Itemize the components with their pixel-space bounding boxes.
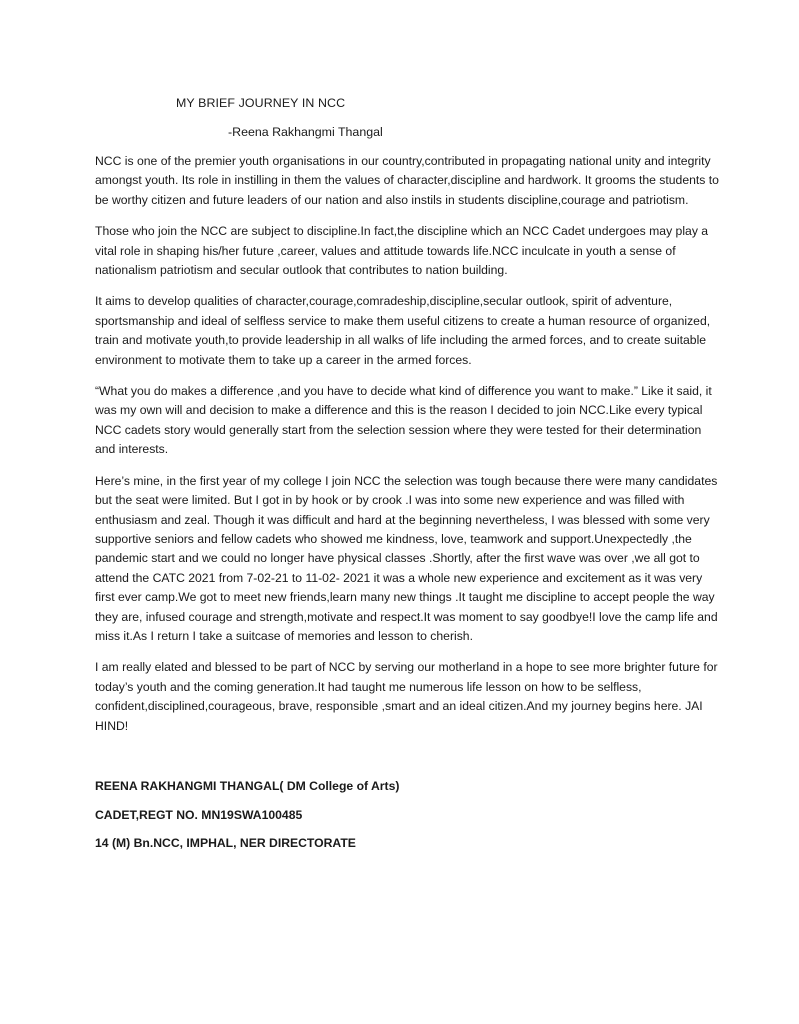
paragraph-6: I am really elated and blessed to be part of NCC by serving our motherland in a hope to see more brighter future for today’s youth and the coming generation.It had taught me numerous life lesson on how to be selfless, confident,disciplined,courageous, brave, responsible ,smart and an ideal citizen.And my journey begins here. JAI HIND! — [95, 660, 718, 733]
paragraph-4: “What you do makes a difference ,and you have to decide what kind of difference you want to make.” Like it said, it was my own will and decision to make a difference and this is the reason I decided to join NCC.Like every typical NCC cadets story would generally start from the selection session where they were tested for their determination and interests. — [95, 384, 712, 457]
paragraph-1: NCC is one of the premier youth organisations in our country,contributed in propagating national unity and integrity amongst youth. Its role in instilling in them the values of character,discipline and hardwork. It grooms the students to be worthy citizen and future leaders of our nation and also instils in students discipline,courage and patriotism. — [95, 154, 719, 207]
paragraph-2: Those who join the NCC are subject to discipline.In fact,the discipline which an NCC Cadet undergoes may play a vital role in shaping his/her future ,career, values and attitude towards life.NCC inculcate in youth a sense of nationalism patriotism and secular outlook that contributes to nation building. — [95, 224, 709, 278]
document-title: MY BRIEF JOURNEY IN NCC — [176, 96, 346, 110]
signature-unit: 14 (M) Bn.NCC, IMPHAL, NER DIRECTORATE — [95, 836, 356, 850]
paragraph-3: It aims to develop qualities of character,courage,comradeship,discipline,secular outlook, spirit of adventure, sportsmanship and ideal of selfless service to make them useful citizens to create a human resource of organized, train and motivate youth,to provide leadership in all walks of life including the armed forces, and to create suitable environment to motivate them to take up a career in the armed forces. — [95, 294, 711, 367]
signature-name: REENA RAKHANGMI THANGAL( DM College of Arts) — [95, 779, 400, 793]
paragraph-5: Here’s mine, in the first year of my college I join NCC the selection was tough because there were many candidates but the seat were limited. But I got in by hook or by crook .I was into some new experience and was filled with enthusiasm and zeal. Though it was difficult and hard at the beginning nevertheless, I was blessed with some very supportive seniors and fellow cadets who showed me kindness, love, teamwork and support.Unexpectedly ,the pandemic start and we could no longer have physical classes .Shortly, after the first wave was over ,we all got to attend the CATC 2021 from 7-02-21 to 11-02- 2021 it was a whole new experience and excitement as it was very first ever camp.We got to meet new friends,learn many new things .It taught me discipline to accept people the way they are, infused courage and strength,motivate and respect.It was moment to say goodbye!I love the camp life and miss it.As I return I take a suitcase of memories and lesson to cherish. — [95, 473, 718, 643]
author-line: -Reena Rakhangmi Thangal — [228, 125, 383, 139]
document-body — [95, 152, 720, 748]
signature-cadet-number: CADET,REGT NO. MN19SWA100485 — [95, 808, 303, 822]
